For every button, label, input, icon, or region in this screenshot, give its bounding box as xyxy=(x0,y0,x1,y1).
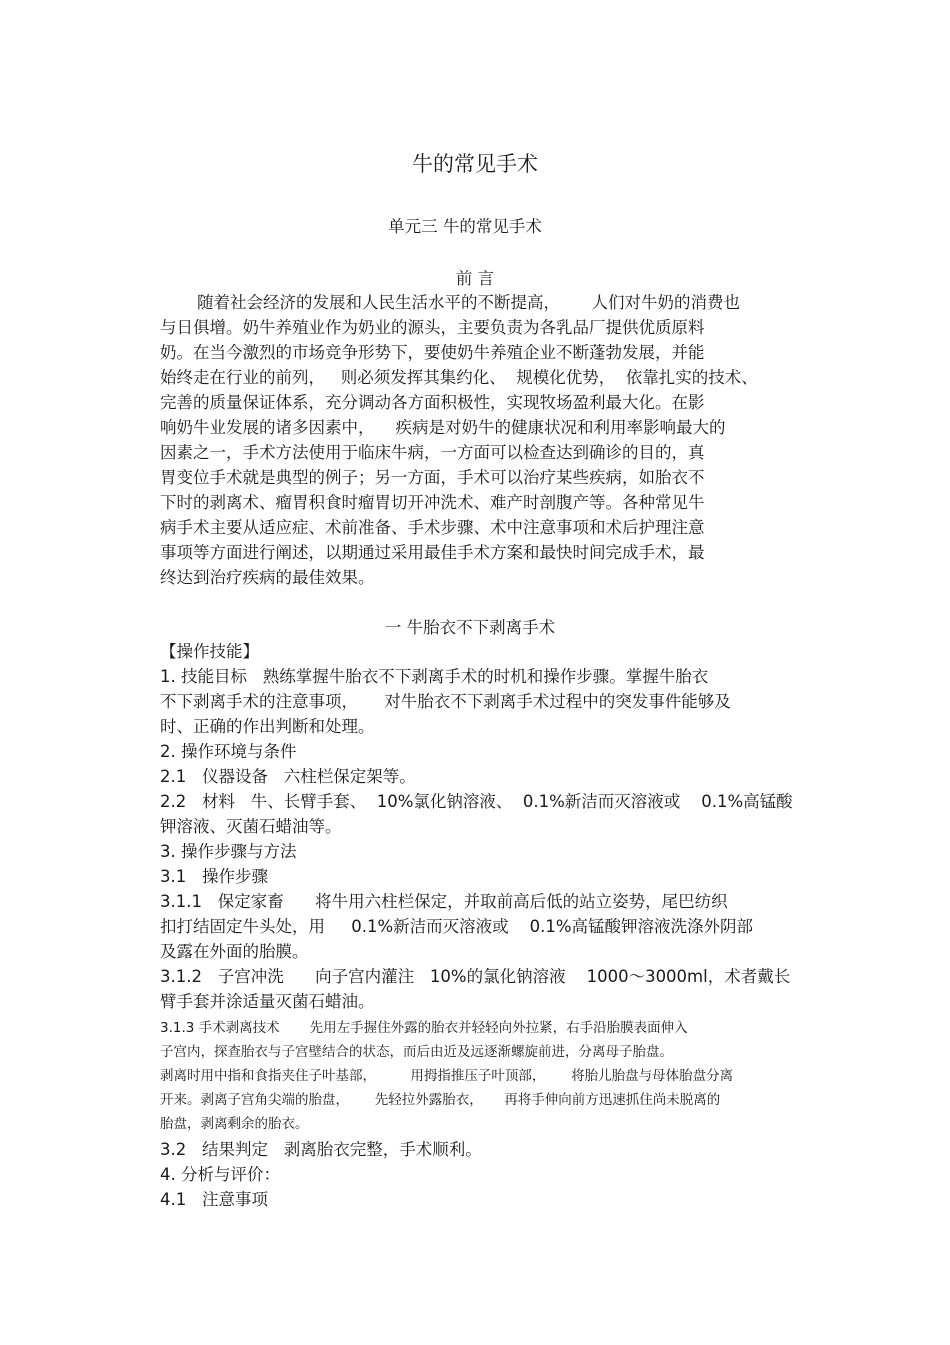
body-line: 4.1 注意事项 xyxy=(160,1190,268,1209)
body-line: 3.1.1 保定家畜 将牛用六柱栏保定，并取前高后低的站立姿势，尾巴纺织 xyxy=(160,892,728,911)
body-line: 臂手套并涂适量灭菌石蜡油。 xyxy=(160,992,375,1011)
preface-line: 完善的质量保证体系，充分调动各方面积极性，实现牧场盈利最大化。在影 xyxy=(160,393,705,412)
section-one-heading: 一 牛胎衣不下剥离手术 xyxy=(384,618,556,637)
preface-line: 病手术主要从适应症、术前准备、手术步骤、术中注意事项和术后护理注意 xyxy=(160,518,705,537)
body-line: 1. 技能目标 熟练掌握牛胎衣不下剥离手术的时机和操作步骤。掌握牛胎衣 xyxy=(160,667,709,686)
small-body-line: 子宫内，探查胎衣与子宫壁结合的状态，而后由近及远逐渐螺旋前进，分离母子胎盘。 xyxy=(160,1044,673,1060)
body-line: 3.2 结果判定 剥离胎衣完整，手术顺利。 xyxy=(160,1140,482,1159)
unit-heading: 单元三 牛的常见手术 xyxy=(388,217,542,236)
operation-skill-label: 【操作技能】 xyxy=(160,642,259,661)
body-line: 扣打结固定牛头处，用 0.1%新洁而灭溶液或 0.1%高锰酸钾溶液洗涤外阴部 xyxy=(160,917,754,936)
preface-line: 下时的剥离术、瘤胃积食时瘤胃切开冲洗术、难产时剖腹产等。各种常见牛 xyxy=(160,493,705,512)
body-line: 3. 操作步骤与方法 xyxy=(160,842,297,861)
small-body-line: 剥离时用中指和食指夹住子叶基部， 用拇指推压子叶顶部， 将胎儿胎盘与母体胎盘分离 xyxy=(160,1068,734,1084)
body-line: 2. 操作环境与条件 xyxy=(160,742,297,761)
body-line: 钾溶液、灭菌石蜡油等。 xyxy=(160,817,342,836)
preface-line: 事项等方面进行阐述，以期通过采用最佳手术方案和最快时间完成手术，最 xyxy=(160,543,705,562)
preface-line: 终达到治疗疾病的最佳效果。 xyxy=(160,568,375,587)
document-title: 牛的常见手术 xyxy=(412,152,538,176)
preface-heading: 前 言 xyxy=(455,269,495,288)
preface-line: 始终走在行业的前列， 则必须发挥其集约化、 规模化优势， 依靠扎实的技术、 xyxy=(160,368,758,387)
preface-line: 与日俱增。奶牛养殖业作为奶业的源头，主要负责为各乳品厂提供优质原料 xyxy=(160,318,705,337)
body-line: 3.1 操作步骤 xyxy=(160,867,268,886)
preface-line: 胃变位手术就是典型的例子；另一方面，手术可以治疗某些疾病，如胎衣不 xyxy=(160,468,705,487)
preface-line: 因素之一，手术方法使用于临床牛病，一方面可以检查达到确诊的目的，真 xyxy=(160,443,705,462)
preface-line: 响奶牛业发展的诸多因素中， 疾病是对奶牛的健康状况和利用率影响最大的 xyxy=(160,418,726,437)
body-line: 2.1 仪器设备 六柱栏保定架等。 xyxy=(160,767,416,786)
preface-line: 奶。在当今激烈的市场竞争形势下，要使奶牛养殖企业不断蓬勃发展，并能 xyxy=(160,343,705,362)
small-body-line: 胎盘，剥离剩余的胎衣。 xyxy=(160,1116,309,1132)
body-line: 及露在外面的胎膜。 xyxy=(160,942,309,961)
body-line: 4. 分析与评价： xyxy=(160,1165,280,1184)
body-line: 2.2 材料 牛、长臂手套、 10%氯化钠溶液、 0.1%新洁而灭溶液或 0.1%高锰酸 xyxy=(160,792,793,811)
small-body-line: 3.1.3 手术剥离技术 先用左手握住外露的胎衣并轻轻向外拉紧，右手沿胎膜表面伸入 xyxy=(160,1020,688,1036)
small-body-line: 开来。剥离子宫角尖端的胎盘， 先轻拉外露胎衣， 再将手伸向前方迅速抓住尚未脱离的 xyxy=(160,1092,721,1108)
body-line: 不下剥离手术的注意事项， 对牛胎衣不下剥离手术过程中的突发事件能够及 xyxy=(160,692,731,711)
preface-line: 随着社会经济的发展和人民生活水平的不断提高， 人们对牛奶的消费也 xyxy=(197,293,740,312)
body-line: 3.1.2 子宫冲洗 向子宫内灌注 10%的氯化钠溶液 1000～3000ml，术者戴长 xyxy=(160,967,791,986)
body-line: 时、正确的作出判断和处理。 xyxy=(160,717,375,736)
